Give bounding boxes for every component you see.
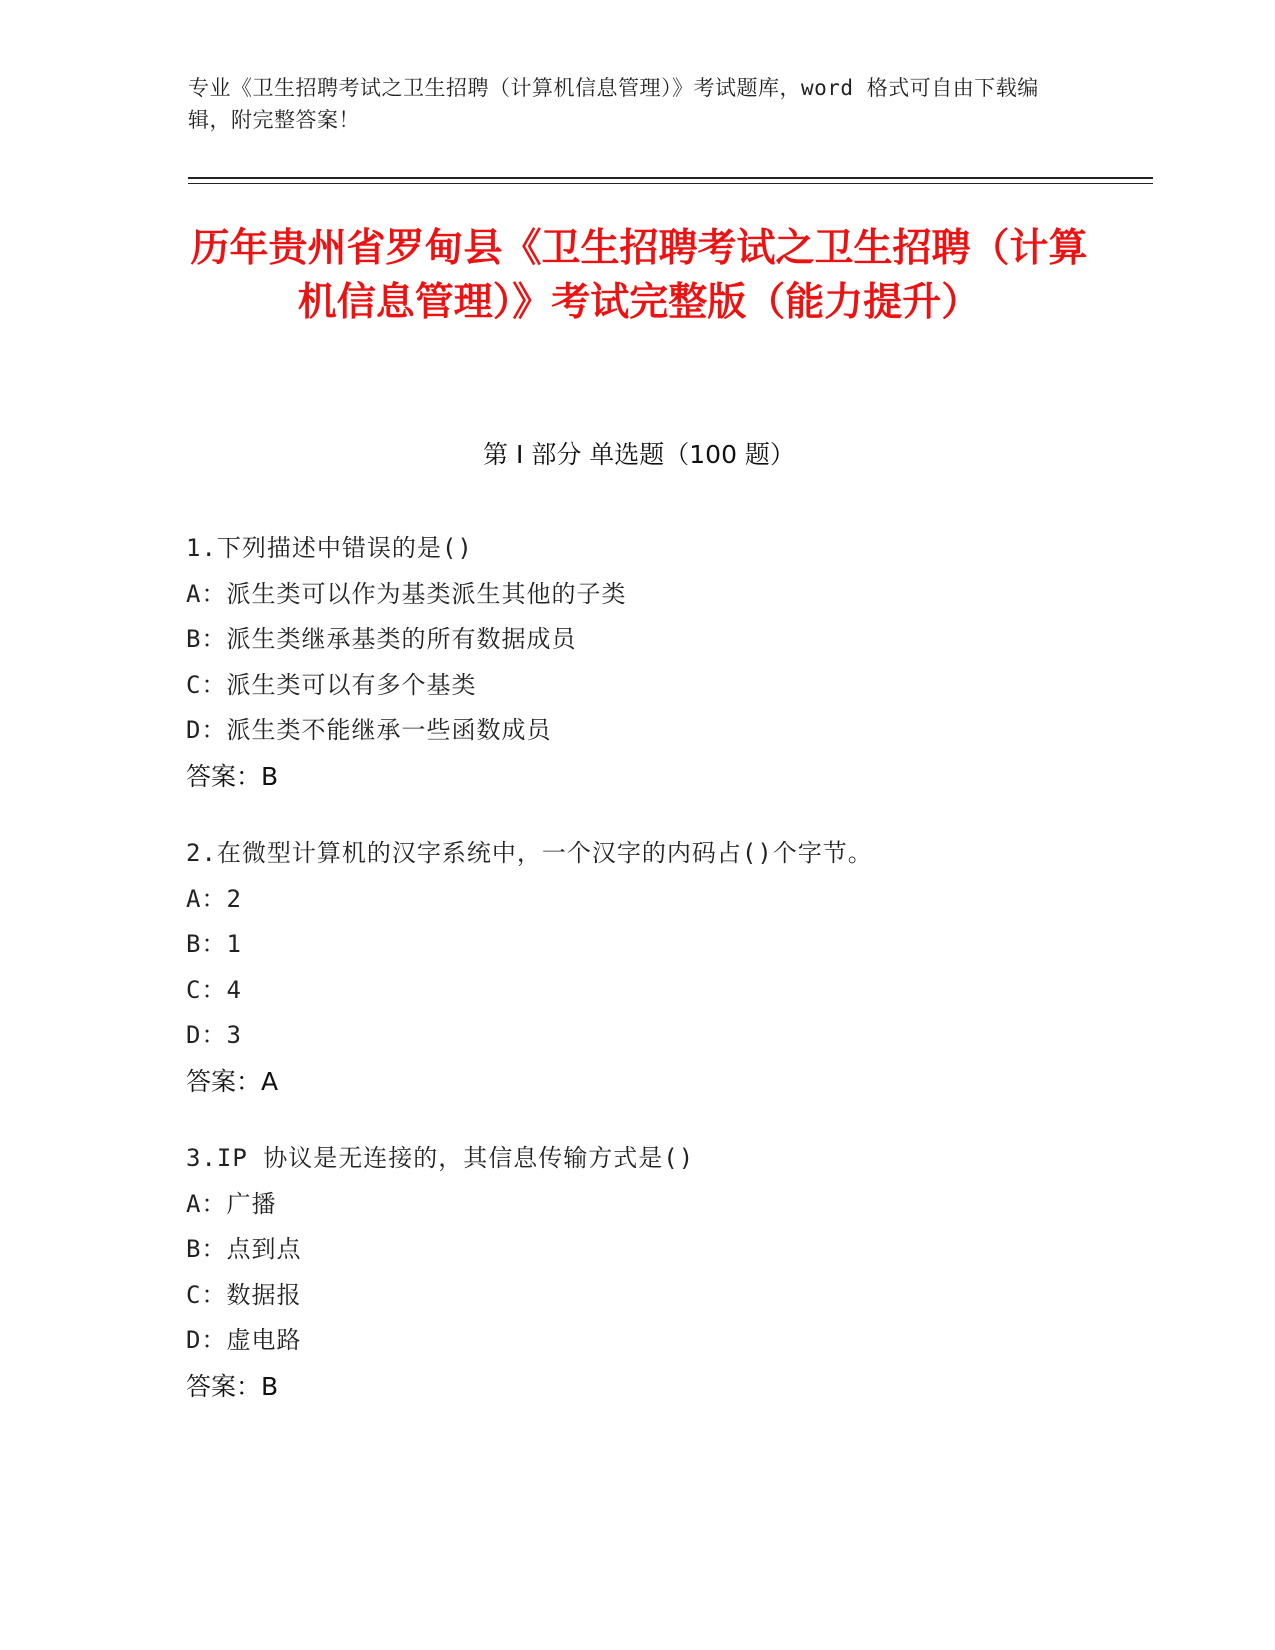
option-c: C：派生类可以有多个基类	[186, 670, 477, 699]
header-divider-thick	[188, 177, 1153, 179]
header-note: 专业《卫生招聘考试之卫生招聘（计算机信息管理）》考试题库，word 格式可自由下载编辑，附完整答案！	[188, 76, 1039, 132]
option-b: B：点到点	[186, 1235, 302, 1263]
option-c: C：4	[186, 975, 242, 1004]
question-stem: 1.下列描述中错误的是()	[186, 534, 473, 562]
question-list	[186, 526, 1146, 1441]
option-b: B：1	[186, 930, 242, 958]
option-d: D：虚电路	[186, 1326, 302, 1354]
section-title: 第 I 部分 单选题（100 题）	[483, 440, 795, 469]
option-d: D：3	[186, 1021, 242, 1049]
question-1	[186, 526, 1146, 799]
question-stem: 3.IP 协议是无连接的，其信息传输方式是()	[186, 1144, 695, 1172]
option-d: D：派生类不能继承一些函数成员	[186, 716, 552, 744]
answer: 答案：A	[186, 1066, 279, 1096]
document-title: 历年贵州省罗甸县《卫生招聘考试之卫生招聘（计算机信息管理）》考试完整版（能力提升）	[190, 226, 1088, 325]
answer: 答案：B	[186, 1371, 279, 1401]
option-c: C：数据报	[186, 1280, 302, 1309]
header-divider-thin	[188, 183, 1153, 184]
option-a: A：2	[186, 884, 242, 913]
option-a: A：派生类可以作为基类派生其他的子类	[186, 579, 627, 608]
question-stem: 2.在微型计算机的汉字系统中，一个汉字的内码占()个字节。	[186, 839, 873, 867]
question-2	[186, 831, 1146, 1104]
answer: 答案：B	[186, 761, 279, 791]
option-b: B：派生类继承基类的所有数据成员	[186, 625, 577, 653]
option-a: A：广播	[186, 1189, 277, 1218]
question-3	[186, 1136, 1146, 1409]
